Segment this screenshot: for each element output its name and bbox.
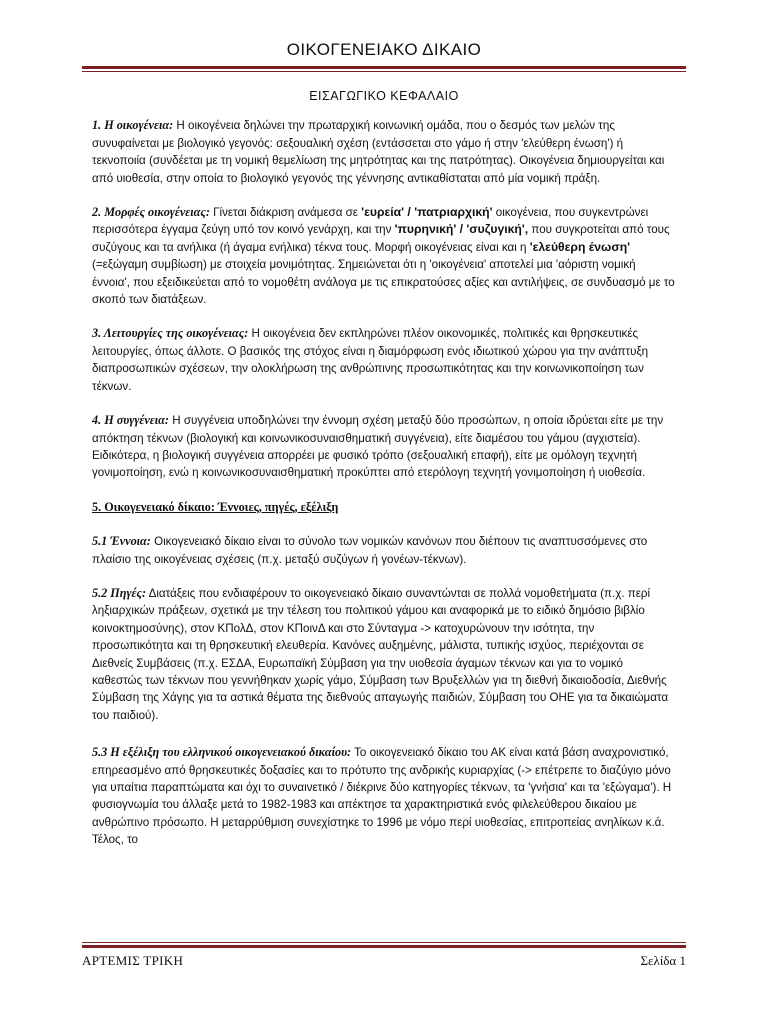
page-header-title: ΟΙΚΟΓΕΝΕΙΑΚΟ ΔΙΚΑΙΟ — [286, 40, 482, 59]
section-4-text: Η συγγένεια υποδηλώνει την έννομη σχέση μεταξύ δύο προσώπων, η οποία ιδρύεται είτε με την απόκτηση τέκνων (βιολογική και κοινωνικοσυναισθηματική συγγένεια), είτε διαμέσου του γάμου (αγχιστεία). Ειδικότερα, η βιολογική συγγένεια απορρέει με φυσικό τρόπο (σεξουαλική επαφή), είτε με ομόλογη τεχνητή γονιμοποίηση, ενώ η κοινωνικοσυναισθηματική προκύπτει από ετερόλογη τεχνητή γονιμοποίηση ή υιοθεσία. — [92, 414, 664, 480]
section-5-2-heading: 5.2 Πηγές: — [92, 585, 147, 600]
section-2-text-c: που συγκροτείται από τους συζύγους και τα ανήλικα (ή άγαμα ενήλικα) τέκνα τους. Μορφή οικογένειας είναι και η — [92, 223, 670, 254]
section-5-3-heading: 5.3 Η εξέλιξη του ελληνικού οικογενειακού δικαίου: — [92, 745, 352, 760]
section-5-2-text: Διατάξεις που ενδιαφέρουν το οικογενειακό δίκαιο συναντώνται σε πολλά νομοθετήματα (π.χ. περί ληξιαρχικών πράξεων, σχετικά με την τέλεση του πολιτικού γάμου και αναφορικά με το ειδικό δημόσιο βιβλίο κοινοκτημοσύνης), στον ΚΠολΔ, στον ΚΠοινΔ και στο Σύνταγμα -> κατοχυρώνουν την ισότητα, την προσωπικότητα και τη θρησκευτική ελευθερία. Κανόνες αυξημένης, μάλιστα, τυπικής ισχύος, περιέχονται σε Διεθνείς Συμβάσεις (π.χ. ΕΣΔΑ, Ευρωπαϊκή Σύμβαση για την υιοθεσία άγαμων τέκνων και για το νομικό καθεστώς των τέκνων που γεννήθηκαν χωρίς γάμο, Σύμβαση των Βρυξελλών για τη διεθνή δικαιοδοσία, Διεθνής Σύμβαση της Χάγης για τα αστικά θέματα της διεθνούς απαγωγής παιδιών, Σύμβαση του ΟΗΕ για τα δικαιώματα του παιδιού). — [92, 586, 669, 722]
term-free-union: 'ελεύθερη ένωση' — [529, 239, 631, 254]
footer-rule-thick — [82, 945, 686, 948]
section-5-3-text: Το οικογενειακό δίκαιο του ΑΚ είναι κατά βάση αναχρονιστικό, επηρεασμένο από θρησκευτικές δοξασίες και το πρότυπο της ανδρικής κυριαρχίας (-> επέτρεπε το διαζύγιο μόνο για υπαίτια παραπτώματα και όχι το συναινετικό / διέκρινε δύο κατηγορίες τέκνων, τα 'γνήσια' και τα 'εξώγαμα'). Η φυσιογνωμία του άλλαξε μετά το 1982-1983 και απέκτησε τα χαρακτηριστικά ενός φιλελεύθερου δικαίου με ανθρώπινο πρόσωπο. Η μεταρρύθμιση συνεχίστηκε το 1996 με νόμο περί υιοθεσίας, επιτροπείας ανηλίκων κ.ά. Τέλος, το — [92, 746, 672, 847]
section-2 — [92, 204, 676, 308]
header-rule-thin — [82, 71, 686, 72]
chapter-title: ΕΙΣΑΓΩΓΙΚΟ ΚΕΦΑΛΑΙΟ — [309, 89, 459, 103]
section-4 — [92, 412, 676, 482]
section-1 — [92, 117, 676, 187]
section-3 — [92, 325, 676, 395]
document-body — [92, 88, 676, 866]
section-2-heading: 2. Μορφές οικογένειας: — [92, 205, 210, 220]
section-5 — [92, 499, 676, 516]
footer-author: ΑΡΤΕΜΙΣ ΤΡΙΚΗ — [82, 953, 184, 968]
section-2-text-a: Γίνεται διάκριση ανάμεσα σε — [209, 206, 362, 220]
section-5-1-heading: 5.1 Έννοια: — [92, 534, 151, 549]
term-nuclear-family: 'πυρηνική' / 'συζυγική', — [394, 222, 529, 237]
section-5-1-text: Οικογενειακό δίκαιο είναι το σύνολο των νομικών κανόνων που διέπουν τις αναπτυσσόμενες στο πλαίσιο της οικογένειας σχέσεις (π.χ. μεταξύ συζύγων ή γονέων-τέκνων). — [92, 535, 648, 566]
section-5-heading: 5. Οικογενειακό δίκαιο: Έννοιες, πηγές, εξέλιξη — [92, 499, 339, 514]
section-2-text-d: (=εξώγαμη συμβίωση) με στοιχεία μονιμότητας. Σημειώνεται ότι η 'οικογένεια' αποτελεί μια 'αόριστη νομική έννοια', που εξειδικεύεται από το νομοθέτη ανάλογα με τις επικρατούσες αξίες και αντιλήψεις, σε συνδυασμό με το σκοπό των διατάξεων. — [92, 258, 675, 307]
section-3-heading: 3. Λειτουργίες της οικογένειας: — [92, 326, 249, 341]
section-5-3 — [92, 744, 676, 848]
footer-rule-thin — [82, 942, 686, 943]
section-5-1 — [92, 533, 676, 568]
term-extended-family: 'ευρεία' / 'πατριαρχική' — [361, 205, 493, 220]
section-3-text: Η οικογένεια δεν εκπληρώνει πλέον οικονομικές, πολιτικές και θρησκευτικές λειτουργίες, όπως άλλοτε. Ο βασικός της στόχος είναι η διαμόρφωση ενός ιδιωτικού χώρου για την ανάπτυξη διαπροσωπικών σχέσεων, την ολοκλήρωση της ανθρώπινης προσωπικότητας και την κοινωνικοποίηση των τέκνων. — [92, 327, 649, 393]
header-rule-thick — [82, 66, 686, 69]
section-1-heading: 1. Η οικογένεια: — [92, 118, 174, 133]
section-4-heading: 4. Η συγγένεια: — [92, 413, 169, 428]
section-1-text: Η οικογένεια δηλώνει την πρωταρχική κοινωνική ομάδα, που ο δεσμός των μελών της συνυφαίνεται με βιολογικό γεγονός: σεξουαλική σχέση (εντάσσεται στο γάμο ή στην 'ελεύθερη ένωση') ή τεκνοποιία (συνδέεται με τη νομική θεμελίωση της μητρότητας και της πατρότητας). Οικογένεια δημιουργείται και από υιοθεσία, στην οποία το βιολογικό γεγονός της γέννησης αντικαθίσταται από μία νομική πράξη. — [92, 119, 665, 185]
section-2-text-b: οικογένεια, που συγκεντρώνει περισσότερα έγγαμα ζεύγη υπό τον κοινό γενάρχη, και την — [92, 206, 649, 237]
footer-page-number: Σελίδα 1 — [640, 953, 686, 968]
section-5-2 — [92, 585, 676, 724]
